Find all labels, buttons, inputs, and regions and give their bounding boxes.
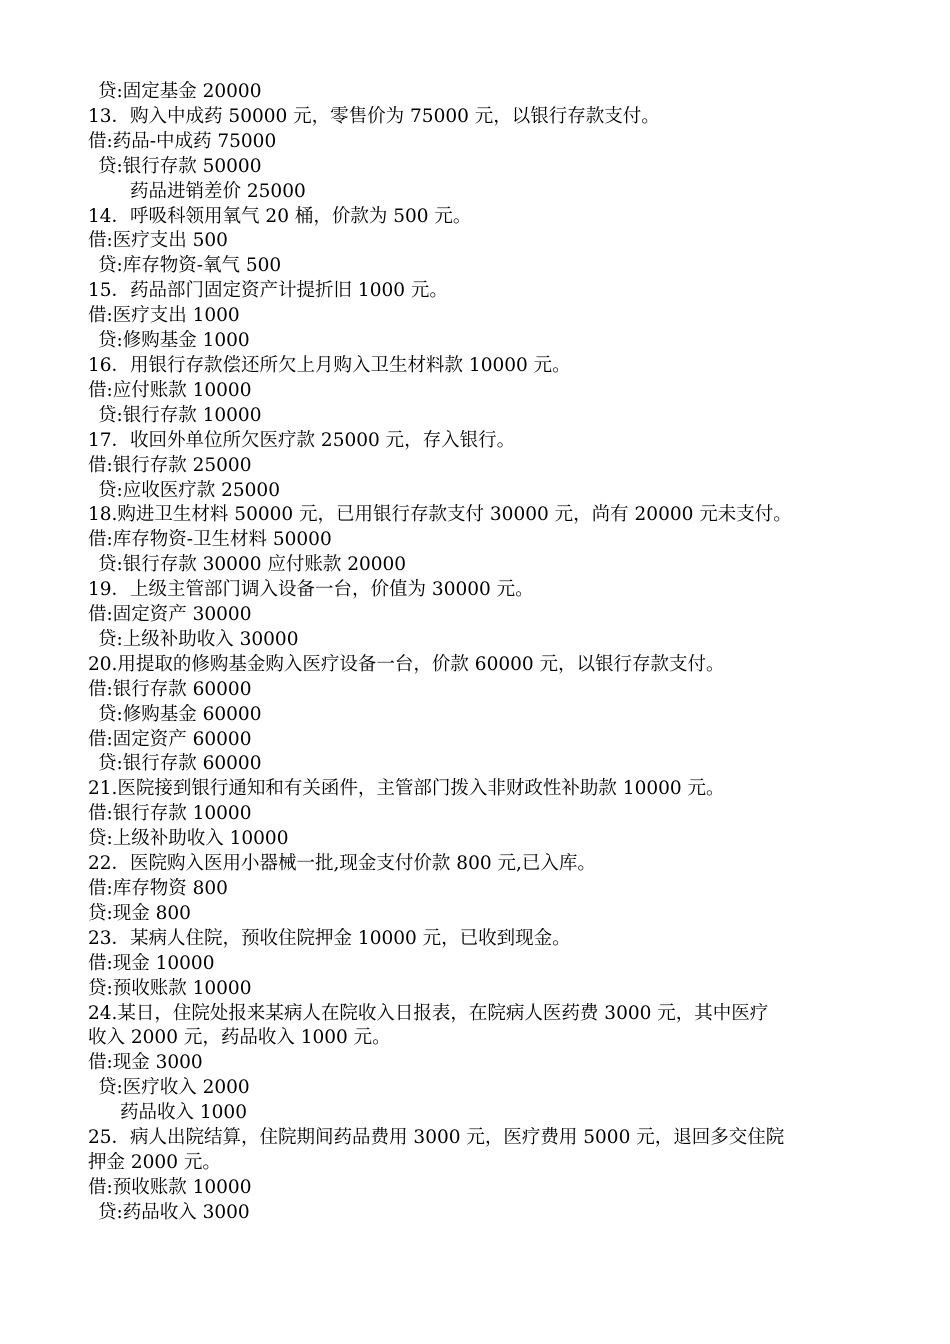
- text-line: 22．医院购入医用小器械一批,现金支付价款 800 元,已入库。: [88, 853, 596, 875]
- text-line: 借:现金 10000: [88, 952, 215, 974]
- text-line: 14．呼吸科领用氧气 20 桶，价款为 500 元。: [88, 205, 472, 227]
- text-line: 借:预收账款 10000: [88, 1176, 252, 1198]
- text-line: 借:银行存款 25000: [88, 454, 252, 476]
- text-line: 贷:库存物资-氧气 500: [98, 255, 282, 277]
- text-line: 贷:上级补助收入 10000: [88, 828, 289, 850]
- text-line: 贷:上级补助收入 30000: [98, 628, 299, 650]
- text-line: 23．某病人住院，预收住院押金 10000 元，已收到现金。: [88, 927, 571, 949]
- text-line: 借:库存物资-卫生材料 50000: [88, 529, 332, 551]
- text-line: 借:现金 3000: [88, 1052, 203, 1074]
- text-line: 借:固定资产 60000: [88, 728, 252, 750]
- text-line: 借:库存物资 800: [88, 878, 228, 899]
- text-line: 借:医疗支出 500: [88, 230, 228, 252]
- text-line: 25．病人出院结算，住院期间药品费用 3000 元，医疗费用 5000 元，退回多交住院: [88, 1127, 785, 1149]
- text-line: 15．药品部门固定资产计提折旧 1000 元。: [88, 280, 448, 302]
- text-line: 贷:医疗收入 2000: [98, 1077, 250, 1099]
- text-line: 贷:固定基金 20000: [98, 81, 262, 102]
- text-line: 贷:修购基金 60000: [98, 703, 262, 725]
- text-line: 贷:应收医疗款 25000: [98, 479, 280, 501]
- text-line: 借:应付账款 10000: [88, 379, 252, 401]
- text-line: 16．用银行存款偿还所欠上月购入卫生材料款 10000 元。: [88, 354, 571, 376]
- text-line: 13．购入中成药 50000 元，零售价为 75000 元，以银行存款支付。: [88, 105, 660, 127]
- text-line: 押金 2000 元。: [88, 1151, 221, 1173]
- text-line: 贷:现金 800: [88, 902, 191, 924]
- text-line: 药品收入 1000: [120, 1102, 247, 1124]
- text-line: 19．上级主管部门调入设备一台，价值为 30000 元。: [88, 579, 534, 601]
- text-line: 收入 2000 元，药品收入 1000 元。: [88, 1027, 391, 1049]
- text-line: 贷:预收账款 10000: [88, 977, 252, 999]
- text-line: 贷:银行存款 60000: [98, 753, 262, 775]
- text-line: 借:银行存款 10000: [88, 803, 252, 825]
- text-line: 贷:银行存款 30000 应付账款 20000: [98, 554, 407, 576]
- text-line: 24.某日，住院处报来某病人在院收入日报表，在院病人医药费 3000 元，其中医疗: [88, 1002, 769, 1024]
- text-line: 贷:药品收入 3000: [98, 1201, 250, 1223]
- text-line: 借:固定资产 30000: [88, 604, 252, 626]
- text-line: 17．收回外单位所欠医疗款 25000 元，存入银行。: [88, 429, 516, 451]
- text-line: 21.医院接到银行通知和有关函件，主管部门拨入非财政性补助款 10000 元。: [88, 778, 725, 800]
- text-line: 药品进销差价 25000: [130, 180, 306, 202]
- text-line: 贷:修购基金 1000: [98, 330, 250, 352]
- text-line: 借:药品-中成药 75000: [88, 130, 277, 152]
- text-line: 贷:银行存款 10000: [98, 404, 262, 426]
- text-line: 借:银行存款 60000: [88, 678, 252, 700]
- journal-entries-body: [88, 80, 878, 1226]
- text-line: 借:医疗支出 1000: [88, 305, 240, 327]
- text-line: 18.购进卫生材料 50000 元，已用银行存款支付 30000 元，尚有 20000 元未支付。: [88, 504, 792, 526]
- text-line: 20.用提取的修购基金购入医疗设备一台，价款 60000 元，以银行存款支付。: [88, 653, 725, 675]
- text-line: 贷:银行存款 50000: [98, 155, 262, 177]
